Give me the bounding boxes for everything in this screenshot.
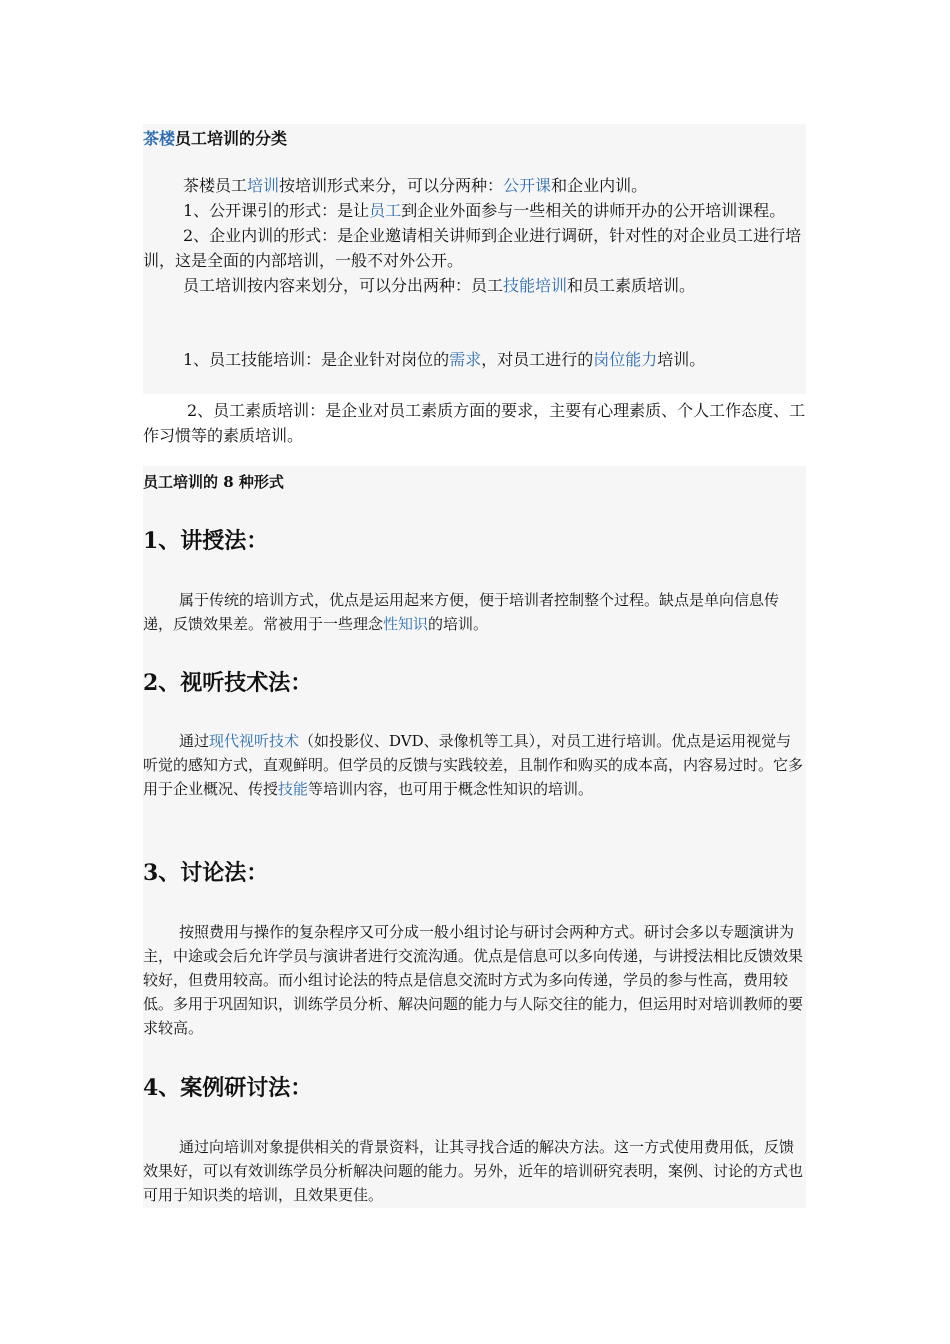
paragraph-training-content: 员工培训按内容来划分，可以分出两种：员工技能培训和员工素质培训。 bbox=[183, 276, 696, 295]
link-yuangong[interactable]: 员工 bbox=[369, 201, 402, 220]
heading-lecture-method: 1、讲授法： bbox=[143, 528, 269, 554]
link-jinengpeixun[interactable]: 技能培训 bbox=[503, 276, 568, 295]
paragraph-quality-training: 2、员工素质培训：是企业对员工素质方面的要求，主要有心理素质、个人工作态度、工作习惯等的素质培训。 bbox=[143, 401, 806, 445]
heading-audiovisual-method: 2、视听技术法： bbox=[143, 670, 313, 696]
section1-title: 茶楼员工培训的分类 bbox=[143, 129, 288, 148]
paragraph-audiovisual-method: 通过现代视听技术（如投影仪、DVD、录像机等工具），对员工进行培训。优点是运用视觉与听觉的感知方式，直观鲜明。但学员的反馈与实践较差，且制作和购买的成本高，内容易过时。它多用于企业概况、传授技能等培训内容，也可用于概念性知识的培训。 bbox=[143, 732, 804, 798]
link-peixun[interactable]: 培训 bbox=[247, 176, 280, 195]
paragraph-internal-training: 2、企业内训的形式：是企业邀请相关讲师到企业进行调研，针对性的对企业员工进行培训，这是全面的内部培训，一般不对外公开。 bbox=[143, 226, 802, 270]
link-gongkaike[interactable]: 公开课 bbox=[503, 176, 552, 195]
link-gangweinengli[interactable]: 岗位能力 bbox=[593, 350, 658, 369]
link-xingzhishi[interactable]: 性知识 bbox=[383, 615, 429, 633]
paragraph-case-study-method: 通过向培训对象提供相关的背景资料，让其寻找合适的解决方法。这一方式使用费用低，反馈效果好，可以有效训练学员分析解决问题的能力。另外，近年的培训研究表明，案例、讨论的方式也可用于知识类的培训，且效果更佳。 bbox=[143, 1138, 804, 1204]
link-xuqiu[interactable]: 需求 bbox=[449, 350, 482, 369]
paragraph-public-course: 1、公开课引的形式：是让员工到企业外面参与一些相关的讲师开办的公开培训课程。 bbox=[183, 201, 786, 220]
title-link-chalou[interactable]: 茶楼 bbox=[143, 129, 176, 148]
section2-subtitle: 员工培训的 8 种形式 bbox=[143, 473, 284, 491]
link-jineng[interactable]: 技能 bbox=[278, 780, 309, 798]
heading-case-study-method: 4、案例研讨法： bbox=[143, 1075, 313, 1101]
paragraph-training-form: 茶楼员工培训按培训形式来分，可以分两种：公开课和企业内训。 bbox=[183, 176, 648, 195]
link-xiandaishiting[interactable]: 现代视听技术 bbox=[209, 732, 300, 750]
paragraph-discussion-method: 按照费用与操作的复杂程序又可分成一般小组讨论与研讨会两种方式。研讨会多以专题演讲为主，中途或会后允许学员与演讲者进行交流沟通。优点是信息可以多向传递，与讲授法相比反馈效果较好，但费用较高。而小组讨论法的特点是信息交流时方式为多向传递，学员的参与性高，费用较低。多用于巩固知识，训练学员分析、解决问题的能力与人际交往的能力，但运用时对培训教师的要求较高。 bbox=[143, 923, 804, 1037]
paragraph-lecture-method: 属于传统的培训方式，优点是运用起来方便，便于培训者控制整个过程。缺点是单向信息传递，反馈效果差。常被用于一些理念性知识的培训。 bbox=[143, 591, 780, 633]
section1-body bbox=[143, 173, 806, 298]
paragraph-skill-training: 1、员工技能培训：是企业针对岗位的需求，对员工进行的岗位能力培训。 bbox=[183, 350, 706, 369]
heading-discussion-method: 3、讨论法： bbox=[143, 860, 269, 886]
